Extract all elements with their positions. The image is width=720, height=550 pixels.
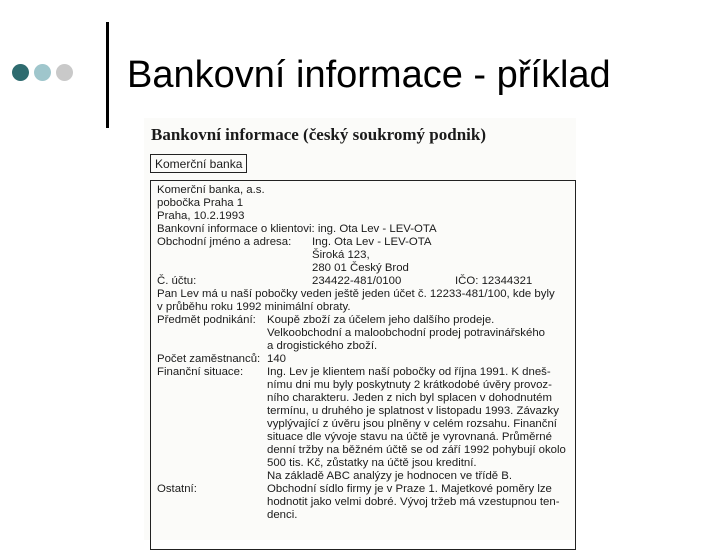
other-line: Obchodní sídlo firmy je v Praze 1. Majetkové poměry lze — [267, 483, 552, 495]
other-line: denci. — [267, 509, 298, 521]
slide-title: Bankovní informace - příklad — [127, 54, 611, 96]
label-account: Č. účtu: — [157, 275, 197, 287]
document-heading: Bankovní informace (český soukromý podnik) — [151, 125, 487, 144]
finance-line: nímu dni mu byly poskytnuty 2 krátkodobé úvěry provoz- — [267, 379, 552, 391]
employees-value: 140 — [267, 353, 287, 365]
other-line: hodnotit jako velmi dobré. Vývoj tržeb má vzestupnou ten- — [267, 496, 560, 508]
finance-line: Ing. Lev je klientem naší pobočky od října 1991. K dneš- — [267, 366, 551, 378]
second-account-line: Pan Lev má u naší pobočky veden ještě jeden účet č. 12233-481/100, kde byly — [157, 288, 555, 300]
label-business: Předmět podnikání: — [157, 314, 256, 326]
label-employees: Počet zaměstnanců: — [157, 353, 261, 365]
bullet-dots — [12, 64, 73, 81]
label-finance: Finanční situace: — [157, 366, 244, 378]
second-account-line: v průběhu roku 1992 minimální obraty. — [157, 301, 351, 313]
label-name-address: Obchodní jméno a adresa: — [157, 236, 292, 248]
ico-number: IČO: 12344321 — [455, 275, 533, 287]
header-line: pobočka Praha 1 — [157, 197, 244, 209]
title-divider — [106, 22, 109, 128]
header-line: Komerční banka, a.s. — [157, 184, 265, 196]
bullet-dot-dark — [12, 64, 29, 81]
account-number: 234422-481/0100 — [312, 275, 402, 287]
business-line: Koupě zboží za účelem jeho dalšího prodeje. — [267, 314, 495, 326]
scanned-document — [144, 118, 576, 540]
header-line: Bankovní informace o klientovi: ing. Ota Lev - LEV-OTA — [157, 223, 437, 235]
business-line: Velkoobchodní a maloobchodní prodej potravinářského — [267, 327, 545, 339]
finance-line: termínu, u druhého je splatnost v listopadu 1993. Závazky — [267, 405, 559, 417]
header-line: Praha, 10.2.1993 — [157, 210, 245, 222]
address-line: Ing. Ota Lev - LEV-OTA — [312, 236, 432, 248]
finance-line: situace dle vývoje stavu na účtě je vyrovnaná. Průměrné — [267, 431, 552, 443]
address-line: 280 01 Český Brod — [312, 262, 409, 274]
business-line: a drogistického zboží. — [267, 340, 378, 352]
address-line: Široká 123, — [312, 249, 370, 261]
bullet-dot-light — [34, 64, 51, 81]
bullet-dot-gray — [56, 64, 73, 81]
bank-name-box: Komerční banka — [150, 154, 247, 173]
information-box — [150, 180, 576, 550]
label-other: Ostatní: — [157, 483, 197, 495]
finance-line: ního charakteru. Jeden z nich byl splacen v dohodnutém — [267, 392, 552, 404]
finance-line: Na základě ABC analýzy je hodnocen ve třídě B. — [267, 470, 513, 482]
finance-line: denní tržby na běžném účtě se od září 1992 pohybují okolo — [267, 444, 566, 456]
finance-line: vyplývající z úvěru jsou plněny v celém rozsahu. Finanční — [267, 418, 557, 430]
finance-line: 500 tis. Kč, zůstatky na účtě jsou kreditní. — [267, 457, 477, 469]
